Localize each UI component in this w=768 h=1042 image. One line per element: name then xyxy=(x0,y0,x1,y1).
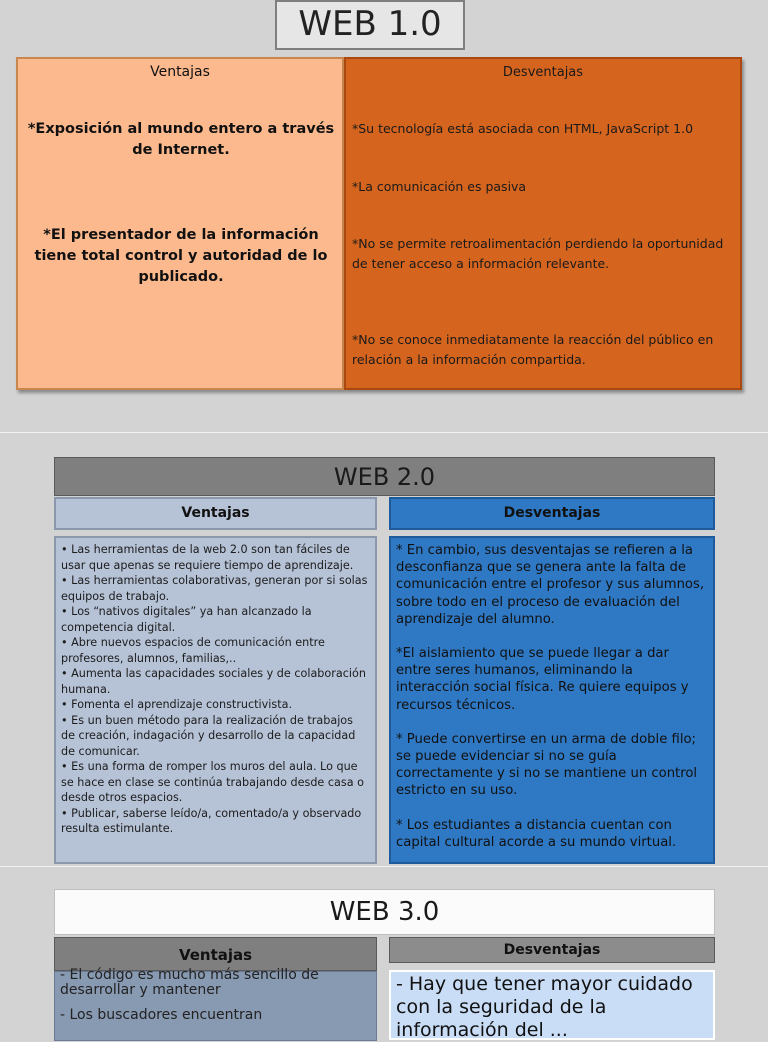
web2-desventajas-header: Desventajas xyxy=(389,497,715,530)
web1-desventajas-header: Desventajas xyxy=(502,65,584,80)
web2-ventaja-item: • Es un buen método para la realización de trabajos de creación, indagación y desarrollo de la capacidad de comunicar. xyxy=(61,713,356,758)
slide-web3 xyxy=(0,866,768,1041)
web1-ventajas-panel xyxy=(16,57,344,390)
web2-desventajas-list xyxy=(389,536,715,864)
web3-desventaja-item: - Hay que tener mayor cuidado con la seguridad de la información del ... xyxy=(396,973,693,1041)
web3-ventaja-item: - El código es mucho más sencillo de desarrollar y mantener xyxy=(60,967,319,998)
web2-ventaja-item: • Las herramientas colaborativas, generan por si solas equipos de trabajo. xyxy=(61,574,368,603)
web2-ventaja-item: • Abre nuevos espacios de comunicación entre profesores, alumnos, familias,.. xyxy=(61,636,325,665)
web1-ventajas-header: Ventajas xyxy=(150,64,210,80)
web2-ventaja-item: • Las herramientas de la web 2.0 son tan fáciles de usar que apenas se requiere tiempo de aprendizaje. xyxy=(61,543,354,572)
web3-ventajas-header: Ventajas xyxy=(54,937,377,971)
web2-ventaja-item: • Fomenta el aprendizaje constructivista. xyxy=(61,698,293,711)
web3-ventaja-item: - Los buscadores encuentran xyxy=(60,1007,263,1023)
web1-desventaja-item: *La comunicación es pasiva xyxy=(352,179,527,194)
slide-web2 xyxy=(0,432,768,865)
web2-desventaja-item: * Los estudiantes a distancia cuentan con capital cultural acorde a su mundo virtual. xyxy=(396,817,677,850)
web3-desventajas-list xyxy=(389,970,715,1040)
web2-ventaja-item: • Es una forma de romper los muros del aula. Lo que se hace en clase se continúa trabajando desde casa o desde otros espacios. xyxy=(61,760,364,804)
web1-desventaja-item: *No se conoce inmediatamente la reacción del público en relación a la información compartida. xyxy=(352,332,714,367)
web2-ventaja-item: • Los “nativos digitales” ya han alcanzado la competencia digital. xyxy=(61,605,312,634)
web2-ventajas-list xyxy=(54,536,377,864)
web1-desventajas-panel xyxy=(344,57,742,390)
web2-desventaja-item: * Puede convertirse en un arma de doble filo; se puede evidenciar si no se guía correctamente y si no se mantiene un control estricto en su uso. xyxy=(396,731,698,799)
web1-desventaja-item: *Su tecnología está asociada con HTML, JavaScript 1.0 xyxy=(352,121,694,136)
slide-web1 xyxy=(0,0,768,432)
web3-desventajas-header: Desventajas xyxy=(389,937,715,963)
web2-desventaja-item: * En cambio, sus desventajas se refieren a la desconfianza que se genera ante la falta de comunicación entre el profesor y sus alumnos, sobre todo en el proceso de evaluación del aprendizaje del alumno. xyxy=(396,543,705,627)
web3-title: WEB 3.0 xyxy=(54,889,715,935)
web1-ventaja-item: *El presentador de la información tiene total control y autoridad de lo publicado. xyxy=(34,227,328,285)
web2-ventaja-item: • Aumenta las capacidades sociales y de colaboración humana. xyxy=(61,667,366,696)
web1-ventaja-item: *Exposición al mundo entero a través de Internet. xyxy=(27,121,335,158)
web2-ventajas-header: Ventajas xyxy=(54,497,377,530)
web2-ventaja-item: • Publicar, saberse leído/a, comentado/a y observado resulta estimulante. xyxy=(61,806,362,835)
web2-desventaja-item: *El aislamiento que se puede llegar a dar entre seres humanos, eliminando la interacción social física. Re quiere equipos y recursos técnicos. xyxy=(396,646,689,713)
web1-title: WEB 1.0 xyxy=(275,0,465,50)
web1-desventaja-item: *No se permite retroalimentación perdiendo la oportunidad de tener acceso a información relevante. xyxy=(352,236,724,271)
web3-ventajas-list xyxy=(54,967,377,1041)
web2-title: WEB 2.0 xyxy=(54,457,715,496)
